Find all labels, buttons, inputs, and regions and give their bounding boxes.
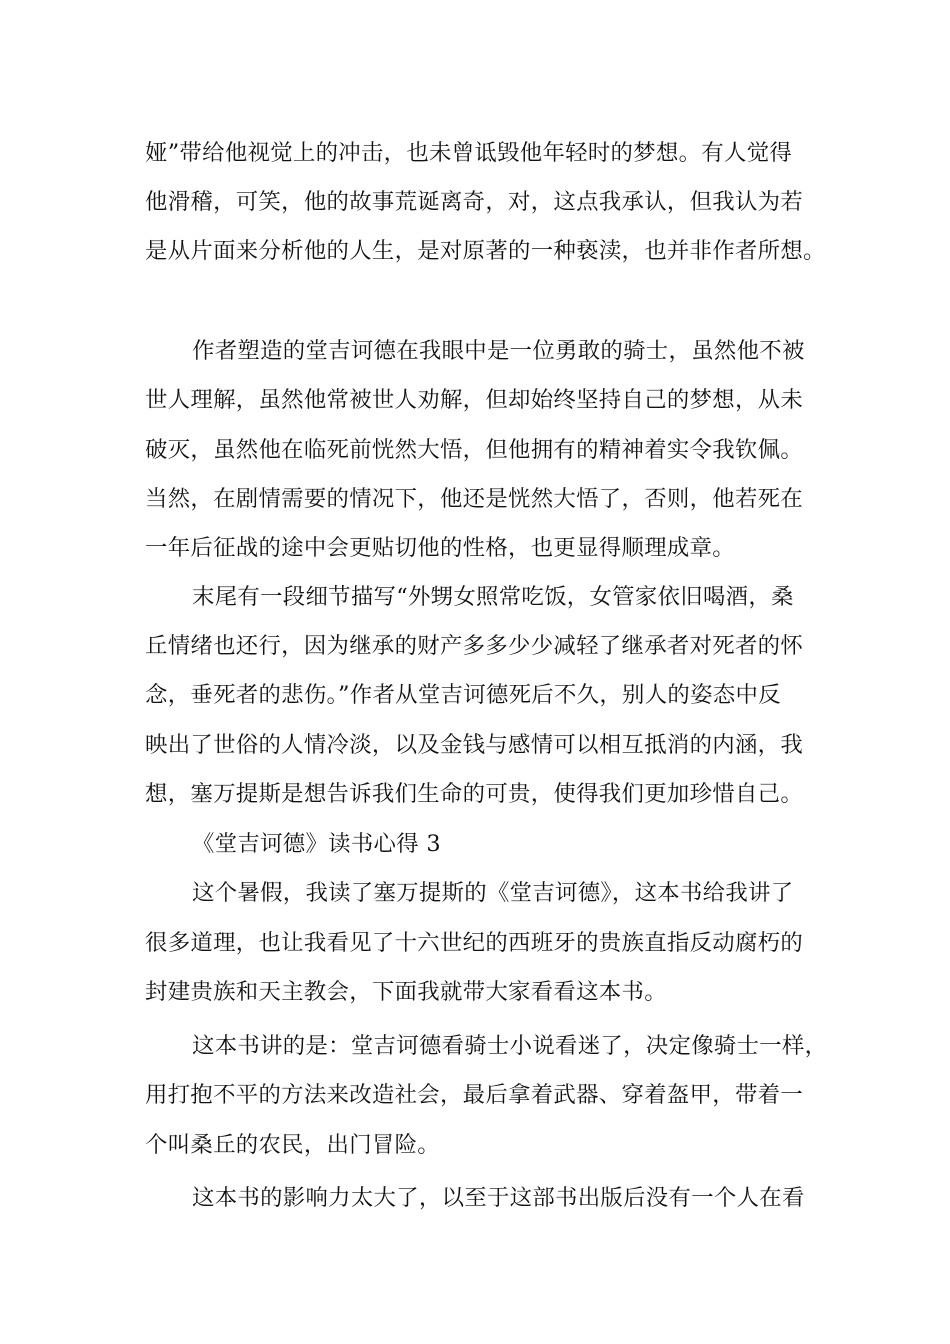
paragraph-line: 这本书的影响力太大了，以至于这部书出版后没有一个人在看 (192, 1185, 805, 1211)
paragraph-line: 用打抱不平的方法来改造社会，最后拿着武器、穿着盔甲，带着一 (145, 1082, 804, 1108)
section-title: 《堂吉诃德》读书心得 3 (192, 831, 441, 857)
paragraph-line: 娅”带给他视觉上的冲击，也未曾诋毁他年轻时的梦想。有人觉得 (145, 140, 793, 166)
paragraph-line: 丘情绪也还行，因为继承的财产多多少少减轻了继承者对死者的怀 (145, 633, 804, 659)
paragraph-line: 当然，在剧情需要的情况下，他还是恍然大悟了，否则，他若死在 (145, 486, 804, 512)
paragraph-line: 映出了世俗的人情冷淡，以及金钱与感情可以相互抵消的内涵，我 (145, 732, 804, 758)
paragraph-line: 封建贵族和天主教会，下面我就带大家看看这本书。 (145, 979, 667, 1005)
paragraph-line: 很多道理，也让我看见了十六世纪的西班牙的贵族直指反动腐朽的 (145, 930, 804, 956)
paragraph-line: 是从片面来分析他的人生，是对原著的一种亵渎，也并非作者所想。 (145, 238, 826, 264)
paragraph-line: 末尾有一段细节描写“外甥女照常吃饭，女管家依旧喝酒，桑 (192, 584, 794, 610)
paragraph-line: 想，塞万提斯是想告诉我们生命的可贵，使得我们更加珍惜自己。 (145, 781, 804, 807)
paragraph-line: 这个暑假，我读了塞万提斯的《堂吉诃德》，这本书给我讲了 (192, 880, 794, 906)
paragraph-line: 作者塑造的堂吉诃德在我眼中是一位勇敢的骑士，虽然他不被 (192, 338, 805, 364)
paragraph-line: 他滑稽，可笑，他的故事荒诞离奇，对，这点我承认，但我认为若 (145, 189, 804, 215)
paragraph-line: 个叫桑丘的农民，出门冒险。 (145, 1132, 440, 1158)
paragraph-line: 念，垂死者的悲伤。”作者从堂吉诃德死后不久，别人的姿态中反 (145, 682, 781, 708)
paragraph-line: 破灭，虽然他在临死前恍然大悟，但他拥有的精神着实令我钦佩。 (145, 437, 804, 463)
paragraph-line: 世人理解，虽然他常被世人劝解，但却始终坚持自己的梦想，从未 (145, 387, 804, 413)
paragraph-line: 这本书讲的是：堂吉诃德看骑士小说看迷了，决定像骑士一样， (192, 1033, 828, 1059)
paragraph-line: 一年后征战的途中会更贴切他的性格，也更显得顺理成章。 (145, 535, 735, 561)
